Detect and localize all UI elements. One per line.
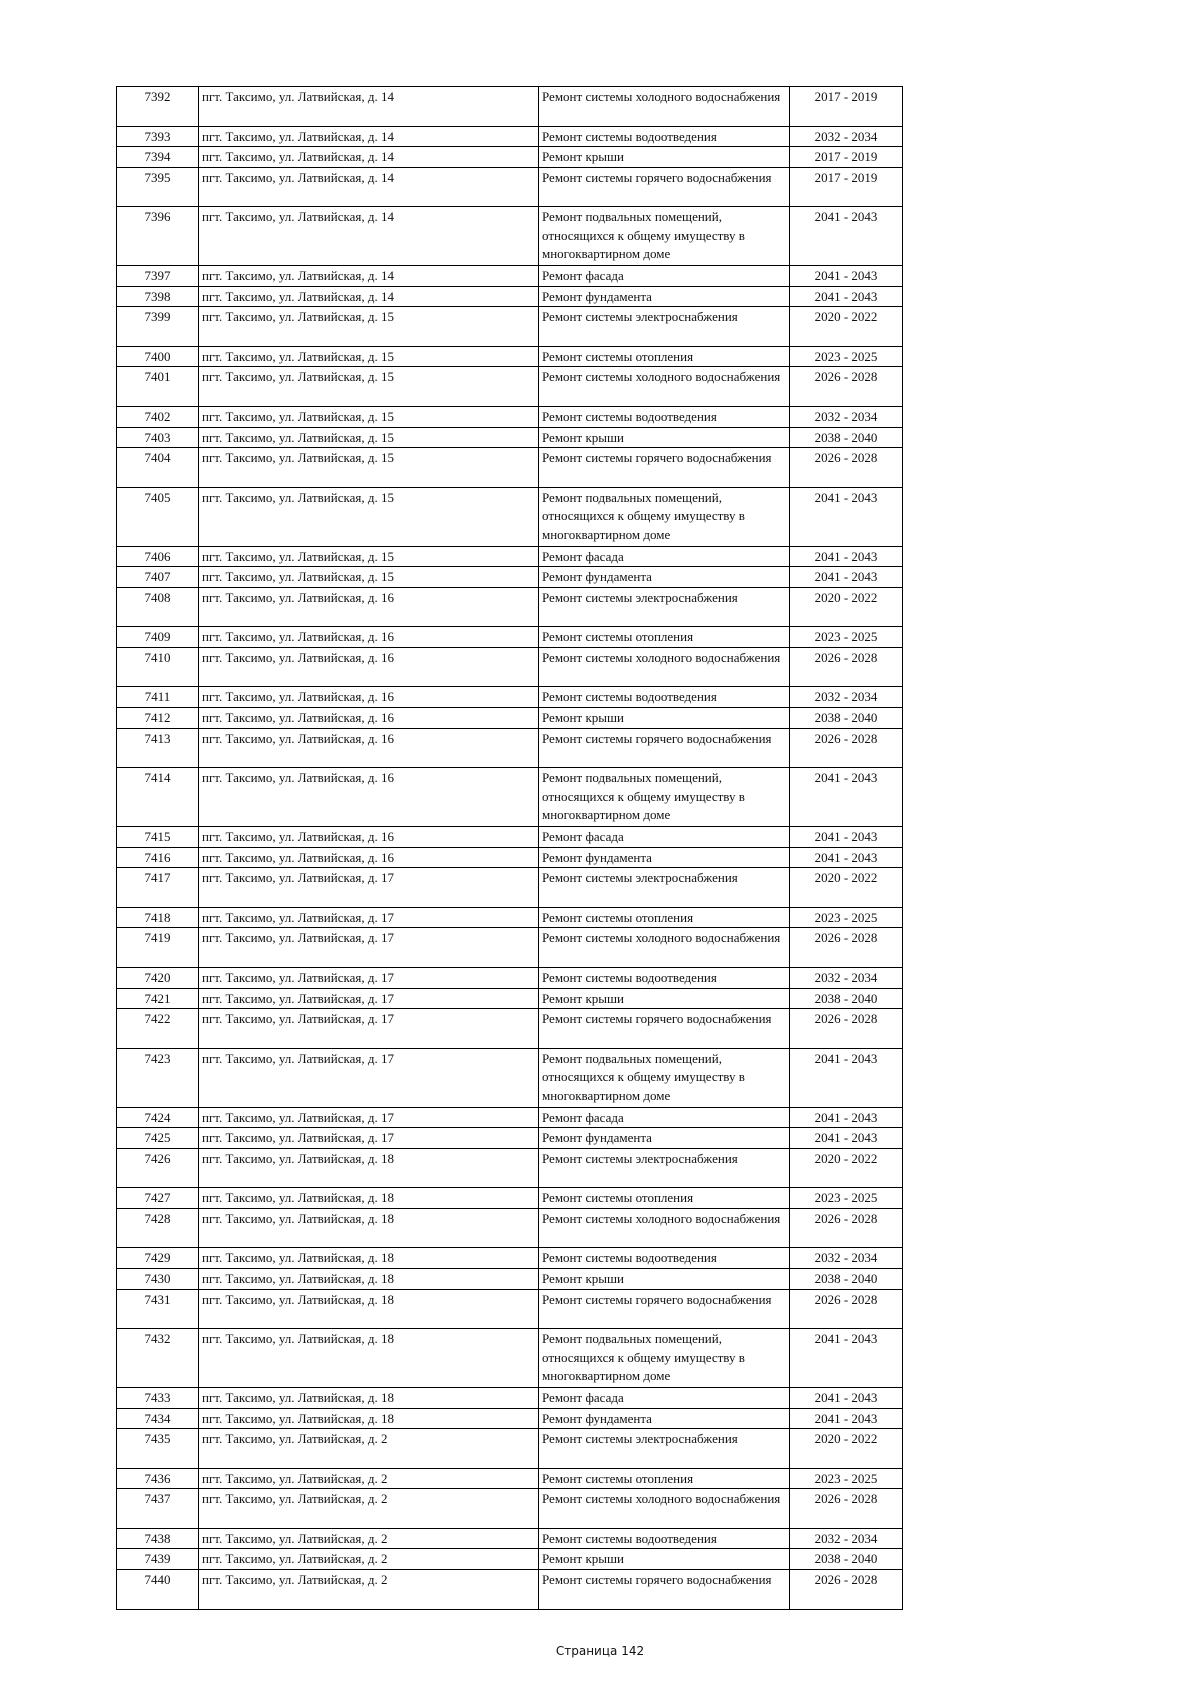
table-row (117, 207, 903, 266)
row-work-type: Ремонт подвальных помещений, относящихся к общему имуществу в многоквартирном доме (539, 1329, 790, 1388)
row-period: 2041 - 2043 (790, 546, 903, 567)
row-number: 7405 (117, 487, 199, 546)
row-period: 2026 - 2028 (790, 928, 903, 968)
row-number: 7403 (117, 427, 199, 448)
row-number: 7393 (117, 126, 199, 147)
row-period: 2023 - 2025 (790, 907, 903, 928)
row-number: 7436 (117, 1468, 199, 1489)
row-address: пгт. Таксимо, ул. Латвийская, д. 2 (199, 1528, 539, 1549)
row-number: 7434 (117, 1408, 199, 1429)
row-number: 7429 (117, 1248, 199, 1269)
row-work-type: Ремонт системы водоотведения (539, 687, 790, 708)
row-work-type: Ремонт системы горячего водоснабжения (539, 1009, 790, 1049)
row-period: 2023 - 2025 (790, 346, 903, 367)
row-number: 7440 (117, 1570, 199, 1610)
row-address: пгт. Таксимо, ул. Латвийская, д. 16 (199, 627, 539, 648)
row-number: 7415 (117, 827, 199, 848)
row-work-type: Ремонт системы электроснабжения (539, 1148, 790, 1188)
table-row (117, 1048, 903, 1107)
table-row (117, 546, 903, 567)
row-number: 7413 (117, 728, 199, 768)
row-address: пгт. Таксимо, ул. Латвийская, д. 15 (199, 567, 539, 588)
row-period: 2041 - 2043 (790, 768, 903, 827)
table-row (117, 266, 903, 287)
table-row (117, 567, 903, 588)
row-period: 2020 - 2022 (790, 1429, 903, 1469)
row-work-type: Ремонт фундамента (539, 567, 790, 588)
row-address: пгт. Таксимо, ул. Латвийская, д. 15 (199, 307, 539, 347)
row-address: пгт. Таксимо, ул. Латвийская, д. 2 (199, 1468, 539, 1489)
table-row (117, 1408, 903, 1429)
row-address: пгт. Таксимо, ул. Латвийская, д. 18 (199, 1388, 539, 1409)
row-work-type: Ремонт системы отопления (539, 627, 790, 648)
row-address: пгт. Таксимо, ул. Латвийская, д. 18 (199, 1289, 539, 1329)
row-number: 7399 (117, 307, 199, 347)
row-work-type: Ремонт подвальных помещений, относящихся к общему имуществу в многоквартирном доме (539, 487, 790, 546)
row-period: 2017 - 2019 (790, 167, 903, 207)
table-row (117, 1429, 903, 1469)
row-period: 2032 - 2034 (790, 406, 903, 427)
table-row (117, 868, 903, 908)
row-address: пгт. Таксимо, ул. Латвийская, д. 17 (199, 907, 539, 928)
row-number: 7419 (117, 928, 199, 968)
row-period: 2026 - 2028 (790, 448, 903, 488)
row-number: 7435 (117, 1429, 199, 1469)
row-number: 7422 (117, 1009, 199, 1049)
table-row (117, 1468, 903, 1489)
row-work-type: Ремонт крыши (539, 1268, 790, 1289)
table-row (117, 147, 903, 168)
row-period: 2038 - 2040 (790, 1549, 903, 1570)
table-row (117, 967, 903, 988)
row-address: пгт. Таксимо, ул. Латвийская, д. 17 (199, 928, 539, 968)
table-row (117, 1268, 903, 1289)
table-body (117, 87, 903, 1610)
row-number: 7426 (117, 1148, 199, 1188)
row-work-type: Ремонт системы отопления (539, 1188, 790, 1209)
row-address: пгт. Таксимо, ул. Латвийская, д. 16 (199, 587, 539, 627)
table-row (117, 587, 903, 627)
row-number: 7437 (117, 1489, 199, 1529)
row-address: пгт. Таксимо, ул. Латвийская, д. 17 (199, 967, 539, 988)
row-work-type: Ремонт крыши (539, 708, 790, 729)
row-number: 7432 (117, 1329, 199, 1388)
row-address: пгт. Таксимо, ул. Латвийская, д. 14 (199, 286, 539, 307)
row-number: 7416 (117, 847, 199, 868)
table-row (117, 1128, 903, 1149)
table-row (117, 448, 903, 488)
table-row (117, 286, 903, 307)
row-work-type: Ремонт системы холодного водоснабжения (539, 647, 790, 687)
row-work-type: Ремонт системы горячего водоснабжения (539, 1289, 790, 1329)
table-row (117, 87, 903, 127)
row-work-type: Ремонт системы холодного водоснабжения (539, 367, 790, 407)
table-row (117, 687, 903, 708)
row-period: 2041 - 2043 (790, 1128, 903, 1149)
row-work-type: Ремонт фундамента (539, 1128, 790, 1149)
row-address: пгт. Таксимо, ул. Латвийская, д. 14 (199, 147, 539, 168)
row-number: 7404 (117, 448, 199, 488)
row-period: 2041 - 2043 (790, 1388, 903, 1409)
row-address: пгт. Таксимо, ул. Латвийская, д. 16 (199, 768, 539, 827)
row-work-type: Ремонт фундамента (539, 286, 790, 307)
row-number: 7427 (117, 1188, 199, 1209)
row-number: 7420 (117, 967, 199, 988)
row-period: 2041 - 2043 (790, 207, 903, 266)
table-row (117, 1329, 903, 1388)
row-work-type: Ремонт подвальных помещений, относящихся к общему имуществу в многоквартирном доме (539, 1048, 790, 1107)
row-period: 2020 - 2022 (790, 868, 903, 908)
row-period: 2026 - 2028 (790, 367, 903, 407)
table-row (117, 1289, 903, 1329)
row-number: 7406 (117, 546, 199, 567)
row-work-type: Ремонт системы горячего водоснабжения (539, 1570, 790, 1610)
table-row (117, 1549, 903, 1570)
table-row (117, 1528, 903, 1549)
row-period: 2032 - 2034 (790, 687, 903, 708)
row-work-type: Ремонт системы электроснабжения (539, 307, 790, 347)
row-address: пгт. Таксимо, ул. Латвийская, д. 2 (199, 1570, 539, 1610)
row-number: 7409 (117, 627, 199, 648)
row-work-type: Ремонт фасада (539, 1107, 790, 1128)
row-work-type: Ремонт системы водоотведения (539, 126, 790, 147)
table-row (117, 406, 903, 427)
row-number: 7400 (117, 346, 199, 367)
row-number: 7414 (117, 768, 199, 827)
row-period: 2020 - 2022 (790, 1148, 903, 1188)
repair-schedule-table (116, 86, 903, 1610)
row-number: 7417 (117, 868, 199, 908)
row-work-type: Ремонт системы холодного водоснабжения (539, 1489, 790, 1529)
row-number: 7411 (117, 687, 199, 708)
row-address: пгт. Таксимо, ул. Латвийская, д. 2 (199, 1429, 539, 1469)
row-work-type: Ремонт крыши (539, 1549, 790, 1570)
row-period: 2041 - 2043 (790, 1408, 903, 1429)
row-period: 2041 - 2043 (790, 286, 903, 307)
row-work-type: Ремонт системы горячего водоснабжения (539, 728, 790, 768)
row-period: 2026 - 2028 (790, 1570, 903, 1610)
row-number: 7423 (117, 1048, 199, 1107)
table-row (117, 988, 903, 1009)
row-work-type: Ремонт фундамента (539, 1408, 790, 1429)
row-work-type: Ремонт системы водоотведения (539, 1528, 790, 1549)
row-number: 7439 (117, 1549, 199, 1570)
row-period: 2020 - 2022 (790, 307, 903, 347)
row-address: пгт. Таксимо, ул. Латвийская, д. 17 (199, 1009, 539, 1049)
row-number: 7402 (117, 406, 199, 427)
row-number: 7425 (117, 1128, 199, 1149)
row-address: пгт. Таксимо, ул. Латвийская, д. 16 (199, 847, 539, 868)
row-address: пгт. Таксимо, ул. Латвийская, д. 14 (199, 167, 539, 207)
row-work-type: Ремонт фасада (539, 827, 790, 848)
row-address: пгт. Таксимо, ул. Латвийская, д. 2 (199, 1489, 539, 1529)
row-number: 7410 (117, 647, 199, 687)
row-number: 7407 (117, 567, 199, 588)
row-work-type: Ремонт подвальных помещений, относящихся к общему имуществу в многоквартирном доме (539, 207, 790, 266)
row-period: 2041 - 2043 (790, 266, 903, 287)
row-work-type: Ремонт крыши (539, 988, 790, 1009)
row-address: пгт. Таксимо, ул. Латвийская, д. 15 (199, 346, 539, 367)
row-address: пгт. Таксимо, ул. Латвийская, д. 15 (199, 546, 539, 567)
row-work-type: Ремонт системы горячего водоснабжения (539, 448, 790, 488)
table-row (117, 367, 903, 407)
row-address: пгт. Таксимо, ул. Латвийская, д. 14 (199, 266, 539, 287)
row-period: 2041 - 2043 (790, 1329, 903, 1388)
row-address: пгт. Таксимо, ул. Латвийская, д. 15 (199, 406, 539, 427)
row-address: пгт. Таксимо, ул. Латвийская, д. 16 (199, 827, 539, 848)
row-work-type: Ремонт системы электроснабжения (539, 587, 790, 627)
row-address: пгт. Таксимо, ул. Латвийская, д. 17 (199, 1048, 539, 1107)
row-number: 7396 (117, 207, 199, 266)
row-number: 7438 (117, 1528, 199, 1549)
row-work-type: Ремонт системы отопления (539, 1468, 790, 1489)
row-number: 7421 (117, 988, 199, 1009)
row-period: 2041 - 2043 (790, 567, 903, 588)
row-work-type: Ремонт фасада (539, 1388, 790, 1409)
row-work-type: Ремонт системы отопления (539, 346, 790, 367)
table-row (117, 768, 903, 827)
table-row (117, 427, 903, 448)
row-address: пгт. Таксимо, ул. Латвийская, д. 14 (199, 207, 539, 266)
row-number: 7392 (117, 87, 199, 127)
row-number: 7433 (117, 1388, 199, 1409)
row-address: пгт. Таксимо, ул. Латвийская, д. 16 (199, 708, 539, 729)
row-period: 2038 - 2040 (790, 988, 903, 1009)
row-period: 2032 - 2034 (790, 126, 903, 147)
row-period: 2038 - 2040 (790, 1268, 903, 1289)
row-period: 2026 - 2028 (790, 1009, 903, 1049)
row-number: 7430 (117, 1268, 199, 1289)
row-period: 2041 - 2043 (790, 1048, 903, 1107)
row-number: 7428 (117, 1208, 199, 1248)
row-address: пгт. Таксимо, ул. Латвийская, д. 15 (199, 487, 539, 546)
row-address: пгт. Таксимо, ул. Латвийская, д. 18 (199, 1248, 539, 1269)
table-row (117, 1489, 903, 1529)
table-row (117, 647, 903, 687)
row-period: 2023 - 2025 (790, 1468, 903, 1489)
table-row (117, 827, 903, 848)
row-number: 7431 (117, 1289, 199, 1329)
row-address: пгт. Таксимо, ул. Латвийская, д. 17 (199, 1128, 539, 1149)
row-address: пгт. Таксимо, ул. Латвийская, д. 15 (199, 448, 539, 488)
table-row (117, 167, 903, 207)
row-address: пгт. Таксимо, ул. Латвийская, д. 18 (199, 1208, 539, 1248)
table-row (117, 487, 903, 546)
row-address: пгт. Таксимо, ул. Латвийская, д. 17 (199, 1107, 539, 1128)
table-row (117, 1107, 903, 1128)
row-number: 7408 (117, 587, 199, 627)
row-address: пгт. Таксимо, ул. Латвийская, д. 17 (199, 988, 539, 1009)
row-work-type: Ремонт системы отопления (539, 907, 790, 928)
table-row (117, 1208, 903, 1248)
row-address: пгт. Таксимо, ул. Латвийская, д. 15 (199, 427, 539, 448)
table-row (117, 1148, 903, 1188)
row-period: 2017 - 2019 (790, 87, 903, 127)
row-period: 2041 - 2043 (790, 847, 903, 868)
table-row (117, 728, 903, 768)
row-period: 2026 - 2028 (790, 728, 903, 768)
row-work-type: Ремонт системы холодного водоснабжения (539, 87, 790, 127)
row-number: 7401 (117, 367, 199, 407)
row-period: 2041 - 2043 (790, 487, 903, 546)
row-number: 7412 (117, 708, 199, 729)
row-work-type: Ремонт системы электроснабжения (539, 1429, 790, 1469)
row-address: пгт. Таксимо, ул. Латвийская, д. 15 (199, 367, 539, 407)
table-row (117, 1009, 903, 1049)
table-row (117, 708, 903, 729)
row-address: пгт. Таксимо, ул. Латвийская, д. 2 (199, 1549, 539, 1570)
row-address: пгт. Таксимо, ул. Латвийская, д. 18 (199, 1188, 539, 1209)
table-row (117, 346, 903, 367)
row-number: 7394 (117, 147, 199, 168)
row-address: пгт. Таксимо, ул. Латвийская, д. 14 (199, 87, 539, 127)
page-number: Страница 142 (555, 1644, 645, 1658)
row-work-type: Ремонт фундамента (539, 847, 790, 868)
row-address: пгт. Таксимо, ул. Латвийская, д. 16 (199, 647, 539, 687)
table-row (117, 126, 903, 147)
row-work-type: Ремонт крыши (539, 147, 790, 168)
row-address: пгт. Таксимо, ул. Латвийская, д. 14 (199, 126, 539, 147)
row-period: 2032 - 2034 (790, 1248, 903, 1269)
row-address: пгт. Таксимо, ул. Латвийская, д. 16 (199, 687, 539, 708)
row-work-type: Ремонт подвальных помещений, относящихся к общему имуществу в многоквартирном доме (539, 768, 790, 827)
row-period: 2026 - 2028 (790, 1489, 903, 1529)
row-number: 7418 (117, 907, 199, 928)
table-row (117, 307, 903, 347)
row-address: пгт. Таксимо, ул. Латвийская, д. 18 (199, 1408, 539, 1429)
row-period: 2023 - 2025 (790, 1188, 903, 1209)
row-work-type: Ремонт системы горячего водоснабжения (539, 167, 790, 207)
row-number: 7424 (117, 1107, 199, 1128)
row-number: 7397 (117, 266, 199, 287)
row-period: 2020 - 2022 (790, 587, 903, 627)
table-row (117, 907, 903, 928)
row-period: 2026 - 2028 (790, 1208, 903, 1248)
row-work-type: Ремонт крыши (539, 427, 790, 448)
row-work-type: Ремонт системы электроснабжения (539, 868, 790, 908)
table-row (117, 1570, 903, 1610)
row-period: 2026 - 2028 (790, 1289, 903, 1329)
row-address: пгт. Таксимо, ул. Латвийская, д. 18 (199, 1148, 539, 1188)
row-period: 2017 - 2019 (790, 147, 903, 168)
row-number: 7395 (117, 167, 199, 207)
row-work-type: Ремонт системы холодного водоснабжения (539, 1208, 790, 1248)
table-row (117, 1388, 903, 1409)
row-work-type: Ремонт системы холодного водоснабжения (539, 928, 790, 968)
row-work-type: Ремонт фасада (539, 266, 790, 287)
row-address: пгт. Таксимо, ул. Латвийская, д. 18 (199, 1268, 539, 1289)
table-row (117, 1188, 903, 1209)
row-period: 2041 - 2043 (790, 827, 903, 848)
row-number: 7398 (117, 286, 199, 307)
row-period: 2041 - 2043 (790, 1107, 903, 1128)
table-row (117, 1248, 903, 1269)
table-row (117, 928, 903, 968)
row-period: 2032 - 2034 (790, 1528, 903, 1549)
row-address: пгт. Таксимо, ул. Латвийская, д. 16 (199, 728, 539, 768)
row-address: пгт. Таксимо, ул. Латвийская, д. 17 (199, 868, 539, 908)
row-work-type: Ремонт системы водоотведения (539, 1248, 790, 1269)
row-period: 2032 - 2034 (790, 967, 903, 988)
row-address: пгт. Таксимо, ул. Латвийская, д. 18 (199, 1329, 539, 1388)
row-period: 2038 - 2040 (790, 427, 903, 448)
table-row (117, 847, 903, 868)
row-period: 2023 - 2025 (790, 627, 903, 648)
row-work-type: Ремонт фасада (539, 546, 790, 567)
table-row (117, 627, 903, 648)
row-work-type: Ремонт системы водоотведения (539, 406, 790, 427)
row-work-type: Ремонт системы водоотведения (539, 967, 790, 988)
row-period: 2038 - 2040 (790, 708, 903, 729)
row-period: 2026 - 2028 (790, 647, 903, 687)
